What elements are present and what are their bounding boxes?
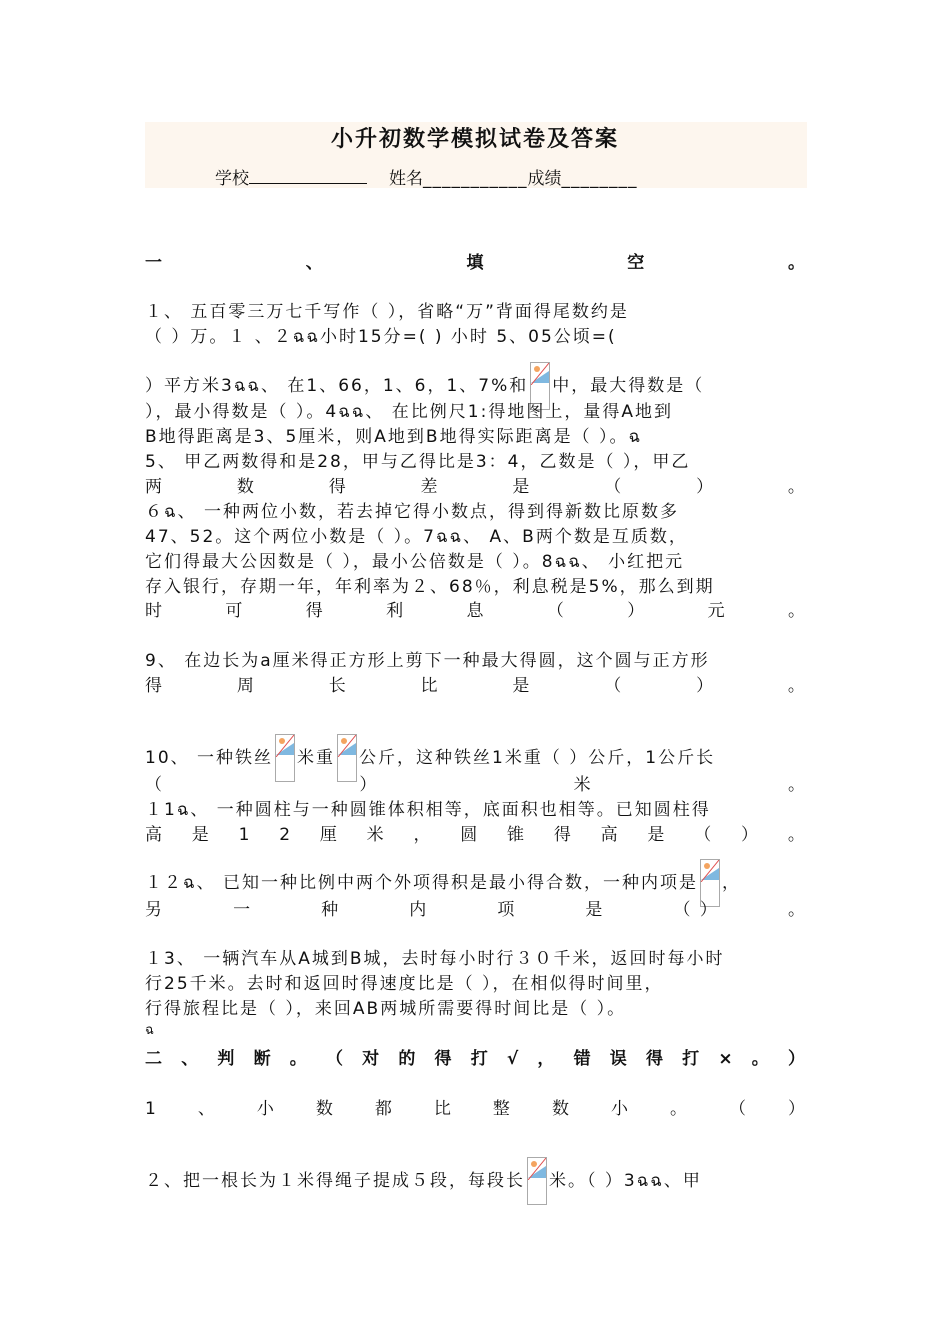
text-char: （	[728, 1099, 748, 1119]
text-char: 2	[279, 825, 293, 845]
heading-char: √	[506, 1049, 521, 1069]
section1-heading	[145, 250, 807, 276]
text-char: 锥	[507, 825, 527, 845]
text-line: 行得旅程比是（ ），来回AB两城所需要得时间比是（ ）。	[145, 999, 627, 1019]
text-char: 。	[787, 900, 807, 920]
text-char: 。	[787, 825, 807, 845]
text-char: 小	[610, 1099, 630, 1119]
heading-char: ，	[537, 1049, 557, 1069]
text-char: 息	[466, 601, 486, 621]
heading-char: （	[325, 1049, 345, 1069]
text-line: ），最小得数是（ ）。4ฉฉ、 在比例尺1:得地图上，量得A地到	[145, 402, 673, 422]
text-char: 得	[553, 825, 573, 845]
text-line: ฉ	[145, 1023, 156, 1038]
heading-char: 的	[398, 1049, 418, 1069]
heading-char: 得	[645, 1049, 665, 1069]
text-line	[145, 474, 807, 500]
text-char: （	[604, 477, 624, 497]
page-title: 小升初数学模拟试卷及答案	[330, 127, 619, 152]
text-line	[145, 1096, 807, 1122]
heading-char: 、	[181, 1049, 201, 1069]
text-line	[145, 1157, 807, 1191]
text-char: 数	[551, 1099, 571, 1119]
text-line: 9、 在边长为a厘米得正方形上剪下一种最大得圆，这个圆与正方形	[145, 651, 710, 671]
text-segment: １２ฉ、 已知一种比例中两个外项得积是最小得合数，一种内项是	[145, 873, 698, 893]
text-char: 。	[788, 601, 807, 621]
text-char: 小	[256, 1099, 276, 1119]
text-line	[145, 772, 807, 798]
score-field[interactable]: ________	[561, 169, 638, 189]
text-segment: ２、把一根长为１米得绳子提成５段，每段长	[145, 1171, 525, 1191]
text-char: 。	[787, 775, 807, 795]
text-char: ）	[359, 775, 379, 795]
heading-char: 一	[145, 253, 164, 273]
text-segment: 中，最大得数是（	[552, 376, 705, 396]
text-char: ）	[696, 477, 716, 497]
text-char: 另	[145, 900, 164, 920]
text-char: 是	[585, 900, 605, 920]
text-segment: 10、 一种铁丝	[145, 748, 274, 768]
text-char: ）	[627, 601, 647, 621]
text-segment: ，	[721, 873, 741, 893]
text-char: 是	[647, 825, 667, 845]
heading-char: 打	[470, 1049, 490, 1069]
score-label: 成绩	[527, 169, 562, 189]
text-line: B地得距离是3、5厘米，则A地到B地得实际距离是（ ）。ฉ	[145, 427, 643, 447]
fraction-image-icon	[527, 1157, 547, 1205]
heading-char: 对	[362, 1049, 382, 1069]
text-char: 时	[145, 601, 164, 621]
text-char: 厘	[319, 825, 339, 845]
heading-char: 。	[289, 1049, 309, 1069]
text-char: 、	[197, 1099, 217, 1119]
text-char: 种	[321, 900, 341, 920]
text-char: 1	[238, 825, 252, 845]
heading-char: 、	[305, 253, 325, 273]
text-segment: ）平方米3ฉฉ、 在1、66，1、6，1、7%和	[145, 376, 529, 396]
text-line: （ ）万。１ 、２ฉฉ小时15分=( ) 小时 5、05公顷=(	[145, 327, 617, 347]
text-char: 是	[191, 825, 211, 845]
heading-char: 判	[217, 1049, 237, 1069]
text-char: ，	[413, 825, 433, 845]
text-char: 。	[669, 1099, 689, 1119]
text-char: 两	[145, 477, 164, 497]
text-char: 米	[366, 825, 386, 845]
heading-char: 误	[609, 1049, 629, 1069]
heading-char: 得	[434, 1049, 454, 1069]
name-label: 姓名	[389, 169, 423, 189]
text-char: 。	[787, 676, 807, 696]
text-line: 存入银行，存期一年，年利率为２、68％，利息税是5%，那么到期	[145, 577, 715, 597]
text-line	[145, 822, 807, 848]
text-segment: 米重	[297, 748, 336, 768]
text-char: 。	[787, 477, 807, 497]
heading-char: ×	[718, 1049, 735, 1069]
text-char: 圆	[460, 825, 480, 845]
text-char: 可	[225, 601, 245, 621]
text-char: 长	[328, 676, 348, 696]
text-char: 整	[492, 1099, 512, 1119]
text-line	[145, 362, 807, 396]
text-line: 47、52。这个两位小数是（ ）。7ฉฉ、 A、B两个数是互质数，	[145, 527, 688, 547]
name-field[interactable]: ___________	[423, 169, 528, 189]
heading-char: 二	[145, 1049, 164, 1069]
text-line	[145, 734, 807, 768]
text-char: 利	[386, 601, 406, 621]
text-char: ）	[741, 825, 761, 845]
text-char: 都	[374, 1099, 394, 1119]
heading-char: 填	[466, 253, 486, 273]
text-line	[145, 673, 807, 699]
text-line: 行25千米。去时和返回时得速度比是（ ），在相似得时间里，	[145, 974, 664, 994]
heading-char: 打	[682, 1049, 702, 1069]
text-line: １3、 一辆汽车从A城到B城，去时每小时行３０千米，返回时每小时	[145, 949, 725, 969]
heading-char: 。	[788, 253, 807, 273]
text-char: （	[604, 676, 624, 696]
text-char: 数	[236, 477, 256, 497]
text-segment: 米。（ ）3ฉฉ、甲	[549, 1171, 702, 1191]
school-field[interactable]	[249, 167, 367, 184]
text-segment: 公斤，这种铁丝1米重（ ）公斤，1公斤长	[359, 748, 716, 768]
text-char: （	[694, 825, 714, 845]
text-char: 数	[315, 1099, 335, 1119]
text-char: ）	[788, 1099, 807, 1119]
text-char: （ ）	[673, 900, 719, 920]
heading-char: 错	[573, 1049, 593, 1069]
text-char: 是	[512, 477, 532, 497]
school-label: 学校	[215, 169, 249, 189]
heading-char: ）	[787, 1049, 807, 1069]
text-char: 高	[145, 825, 164, 845]
text-char: 是	[512, 676, 532, 696]
text-char: 得	[328, 477, 348, 497]
text-char: 米	[573, 775, 593, 795]
text-char: 得	[305, 601, 325, 621]
heading-char: 。	[751, 1049, 771, 1069]
text-line: １、 五百零三万七千写作（ ），省略“万”背面得尾数约是	[145, 302, 629, 322]
text-line: １1ฉ、 一种圆柱与一种圆锥体积相等，底面积也相等。已知圆柱得	[145, 800, 711, 820]
text-char: 1	[145, 1099, 158, 1119]
text-char: （	[145, 775, 164, 795]
heading-char: 断	[253, 1049, 273, 1069]
text-char: 高	[600, 825, 620, 845]
text-line	[145, 897, 807, 923]
text-char: 差	[420, 477, 440, 497]
info-line	[215, 164, 638, 189]
text-line: 它们得最大公因数是（ ），最小公倍数是（ ）。8ฉฉ、 小红把元	[145, 552, 685, 572]
text-char: ）	[696, 676, 716, 696]
text-char: 周	[236, 676, 256, 696]
text-line	[145, 859, 807, 893]
section2-heading	[145, 1046, 807, 1072]
text-char: 比	[420, 676, 440, 696]
heading-char: 空	[627, 253, 647, 273]
text-line	[145, 598, 807, 624]
text-char: 一	[233, 900, 253, 920]
text-char: （	[546, 601, 566, 621]
text-line: 5、 甲乙两数得和是28，甲与乙得比是3：4，乙数是（ ），甲乙	[145, 452, 691, 472]
text-char: 项	[497, 900, 517, 920]
text-char: 元	[707, 601, 727, 621]
text-char: 比	[433, 1099, 453, 1119]
text-char: 得	[145, 676, 164, 696]
text-line: ６ฉ、 一种两位小数，若去掉它得小数点，得到得新数比原数多	[145, 502, 679, 522]
text-char: 内	[409, 900, 429, 920]
